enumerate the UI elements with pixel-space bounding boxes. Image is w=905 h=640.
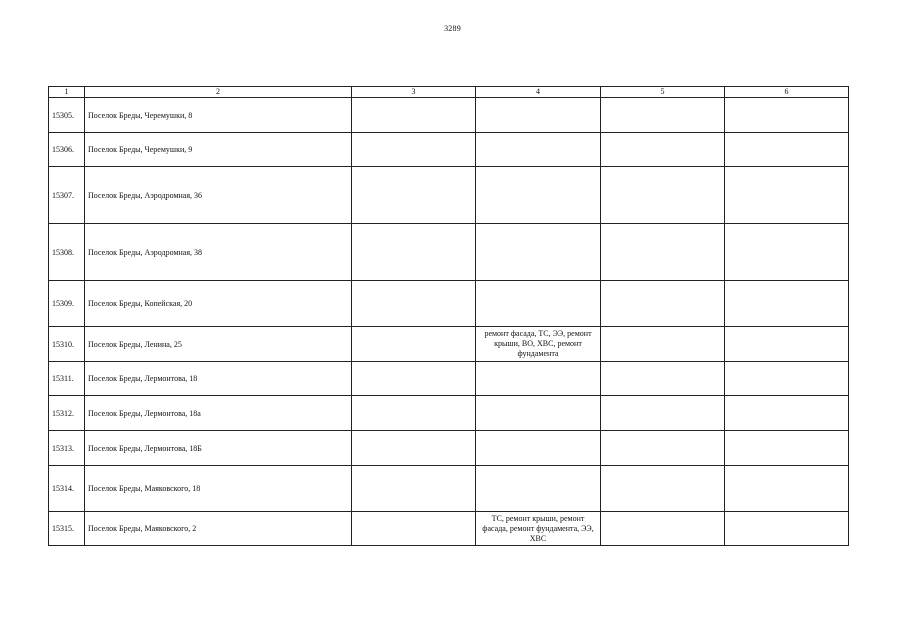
row-cell-3 bbox=[352, 327, 476, 362]
column-header-3: 3 bbox=[352, 87, 476, 98]
column-header-6: 6 bbox=[725, 87, 849, 98]
row-number: 15305. bbox=[49, 98, 85, 133]
row-cell-3 bbox=[352, 431, 476, 466]
column-number-header-row bbox=[49, 87, 849, 98]
row-number: 15308. bbox=[49, 224, 85, 281]
row-cell-6 bbox=[725, 396, 849, 431]
row-cell-4 bbox=[476, 362, 601, 396]
table-row bbox=[49, 327, 849, 362]
row-cell-5 bbox=[601, 362, 725, 396]
table-row bbox=[49, 362, 849, 396]
row-cell-5 bbox=[601, 133, 725, 167]
row-cell-5 bbox=[601, 167, 725, 224]
row-cell-4 bbox=[476, 224, 601, 281]
row-cell-6 bbox=[725, 431, 849, 466]
row-number: 15311. bbox=[49, 362, 85, 396]
column-header-4: 4 bbox=[476, 87, 601, 98]
row-number: 15315. bbox=[49, 512, 85, 546]
table-row bbox=[49, 167, 849, 224]
row-address: Поселок Бреды, Лермонтова, 18 bbox=[85, 362, 352, 396]
row-address: Поселок Бреды, Черемушки, 9 bbox=[85, 133, 352, 167]
row-cell-4 bbox=[476, 133, 601, 167]
repair-schedule-table bbox=[48, 86, 849, 546]
row-cell-5 bbox=[601, 431, 725, 466]
table-row bbox=[49, 431, 849, 466]
row-cell-3 bbox=[352, 466, 476, 512]
row-cell-4 bbox=[476, 396, 601, 431]
row-cell-4 bbox=[476, 466, 601, 512]
row-cell-3 bbox=[352, 396, 476, 431]
row-cell-6 bbox=[725, 327, 849, 362]
row-cell-3 bbox=[352, 98, 476, 133]
table-row bbox=[49, 466, 849, 512]
row-cell-5 bbox=[601, 327, 725, 362]
row-cell-5 bbox=[601, 512, 725, 546]
row-cell-5 bbox=[601, 396, 725, 431]
row-address: Поселок Бреды, Лермонтова, 18Б bbox=[85, 431, 352, 466]
row-cell-3 bbox=[352, 281, 476, 327]
row-cell-6 bbox=[725, 133, 849, 167]
row-cell-3 bbox=[352, 167, 476, 224]
row-cell-3 bbox=[352, 362, 476, 396]
row-cell-6 bbox=[725, 224, 849, 281]
row-cell-3 bbox=[352, 224, 476, 281]
row-cell-3 bbox=[352, 133, 476, 167]
row-cell-4: ремонт фасада, ТС, ЭЭ, ремонт крыши, ВО, ХВС, ремонт фундамента bbox=[476, 327, 601, 362]
table-row bbox=[49, 133, 849, 167]
row-number: 15313. bbox=[49, 431, 85, 466]
row-cell-6 bbox=[725, 512, 849, 546]
row-cell-5 bbox=[601, 466, 725, 512]
row-cell-3 bbox=[352, 512, 476, 546]
row-cell-4: ТС, ремонт крыши, ремонт фасада, ремонт фундамента, ЭЭ, ХВС bbox=[476, 512, 601, 546]
row-address: Поселок Бреды, Черемушки, 8 bbox=[85, 98, 352, 133]
row-address: Поселок Бреды, Маяковского, 18 bbox=[85, 466, 352, 512]
row-cell-4 bbox=[476, 431, 601, 466]
row-number: 15309. bbox=[49, 281, 85, 327]
table-row bbox=[49, 224, 849, 281]
row-number: 15307. bbox=[49, 167, 85, 224]
column-header-1: 1 bbox=[49, 87, 85, 98]
row-address: Поселок Бреды, Маяковского, 2 bbox=[85, 512, 352, 546]
column-header-2: 2 bbox=[85, 87, 352, 98]
row-address: Поселок Бреды, Аэродромная, 38 bbox=[85, 224, 352, 281]
row-cell-6 bbox=[725, 281, 849, 327]
row-number: 15314. bbox=[49, 466, 85, 512]
row-cell-6 bbox=[725, 167, 849, 224]
row-cell-5 bbox=[601, 224, 725, 281]
row-cell-4 bbox=[476, 98, 601, 133]
page-number: 3289 bbox=[444, 24, 461, 33]
row-cell-5 bbox=[601, 98, 725, 133]
row-address: Поселок Бреды, Копейская, 20 bbox=[85, 281, 352, 327]
row-number: 15310. bbox=[49, 327, 85, 362]
row-number: 15312. bbox=[49, 396, 85, 431]
row-cell-6 bbox=[725, 466, 849, 512]
row-address: Поселок Бреды, Лермонтова, 18а bbox=[85, 396, 352, 431]
row-cell-6 bbox=[725, 362, 849, 396]
row-number: 15306. bbox=[49, 133, 85, 167]
table-row bbox=[49, 512, 849, 546]
row-address: Поселок Бреды, Ленина, 25 bbox=[85, 327, 352, 362]
row-cell-4 bbox=[476, 281, 601, 327]
row-cell-4 bbox=[476, 167, 601, 224]
row-address: Поселок Бреды, Аэродромная, 36 bbox=[85, 167, 352, 224]
table-row bbox=[49, 281, 849, 327]
row-cell-6 bbox=[725, 98, 849, 133]
column-header-5: 5 bbox=[601, 87, 725, 98]
table-row bbox=[49, 98, 849, 133]
table-row bbox=[49, 396, 849, 431]
row-cell-5 bbox=[601, 281, 725, 327]
